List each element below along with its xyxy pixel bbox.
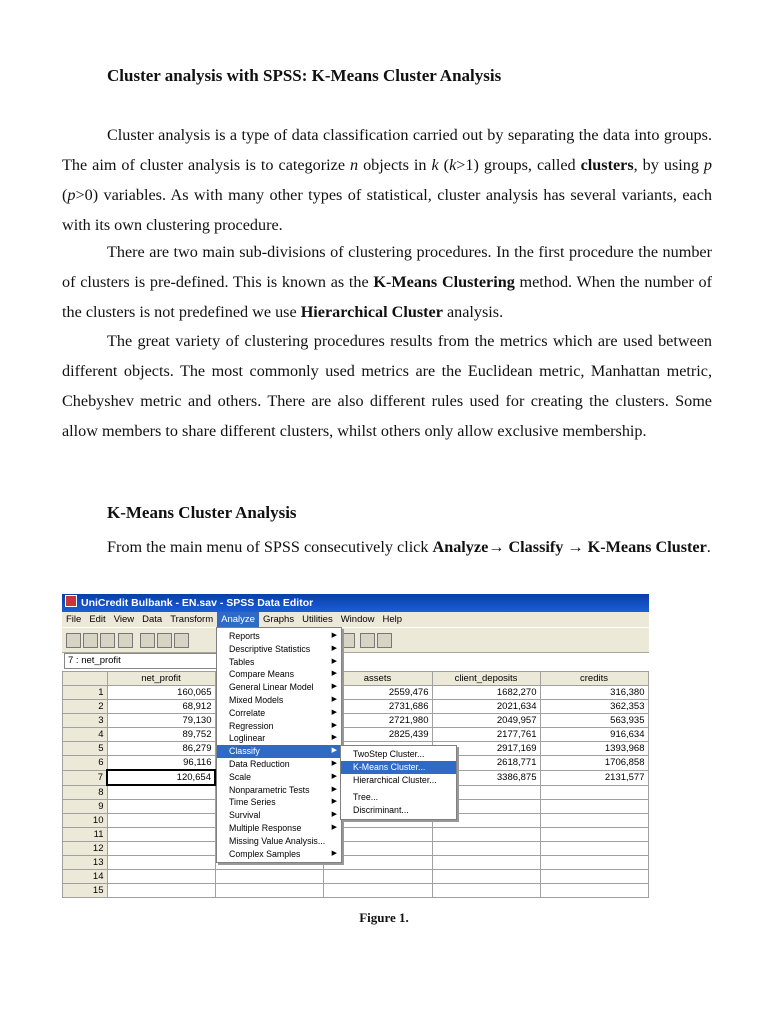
data-cell[interactable]: 120,654 [107, 770, 215, 785]
menu-item-regression[interactable] [217, 720, 341, 733]
data-cell[interactable] [432, 856, 540, 870]
column-header[interactable]: credits [540, 672, 648, 686]
menu-item-label: Loglinear [229, 733, 266, 744]
table-row [63, 686, 649, 700]
menu-item-classify[interactable] [217, 745, 341, 758]
data-cell[interactable] [107, 870, 215, 884]
menu-utilities[interactable]: Utilities [302, 614, 333, 625]
data-cell[interactable] [540, 884, 648, 898]
data-cell[interactable] [215, 884, 323, 898]
submenu-arrow-icon: ▶ [331, 721, 337, 729]
submenu-arrow-icon: ▶ [331, 798, 337, 806]
submenu-arrow-icon: ▶ [331, 747, 337, 755]
row-header[interactable]: 11 [63, 828, 108, 842]
data-cell[interactable]: 2021,634 [432, 700, 540, 714]
open-icon[interactable] [66, 633, 81, 648]
data-cell[interactable] [432, 884, 540, 898]
data-cell[interactable]: 2917,169 [432, 742, 540, 756]
submenu-arrow-icon: ▶ [331, 759, 337, 767]
table-row [63, 700, 649, 714]
data-cell[interactable] [107, 785, 215, 800]
submenu-arrow-icon: ▶ [331, 657, 337, 665]
analyze-dropdown-menu [216, 627, 342, 863]
menu-item-label: Descriptive Statistics [229, 643, 311, 654]
spss-toolbar [62, 627, 649, 653]
menu-item-complex-samples[interactable] [217, 848, 341, 861]
use-sets-icon[interactable] [360, 633, 375, 648]
row-header[interactable]: 12 [63, 842, 108, 856]
data-cell[interactable]: 2731,686 [323, 700, 432, 714]
row-header[interactable]: 15 [63, 884, 108, 898]
submenu-arrow-icon: ▶ [331, 632, 337, 639]
menu-item-discriminant[interactable]: Discriminant... [353, 805, 409, 816]
table-row [63, 842, 649, 856]
data-cell[interactable]: 2049,957 [432, 714, 540, 728]
menu-item-label: Multiple Response [229, 822, 302, 833]
column-header[interactable]: net_profit [107, 672, 215, 686]
undo-icon[interactable] [140, 633, 155, 648]
menu-item-tables[interactable] [217, 656, 341, 669]
menu-data[interactable]: Data [142, 614, 163, 625]
goto-chart-icon[interactable] [174, 633, 189, 648]
data-cell[interactable]: 2618,771 [432, 756, 540, 771]
table-row [63, 728, 649, 742]
paragraph-intro: Cluster analysis is a type of data classification carried out by separating the data into groups. The aim of cluster analysis is to categorize n objects in k (k>1) groups, called clusters, by using p (p>0) variables. As with many other types of statistical, cluster analysis has several variants, each with its own clustering procedure. [62, 126, 713, 234]
menu-item-loglinear[interactable] [217, 732, 341, 745]
menu-item-label: Complex Samples [229, 848, 301, 859]
menu-analyze[interactable]: Analyze [217, 612, 259, 627]
menu-window[interactable]: Window [340, 614, 375, 625]
table-row [63, 856, 649, 870]
menu-item-label: Mixed Models [229, 694, 284, 705]
row-header[interactable]: 7 [63, 770, 108, 785]
row-header[interactable]: 10 [63, 814, 108, 828]
data-cell[interactable]: 316,380 [540, 686, 648, 700]
data-cell[interactable]: 2721,980 [323, 714, 432, 728]
table-row [63, 884, 649, 898]
data-cell[interactable] [107, 842, 215, 856]
menu-item-label: Time Series [229, 797, 276, 808]
menu-file[interactable]: File [66, 614, 82, 625]
spss-window-title: UniCredit Bulbank - EN.sav - SPSS Data Editor [81, 597, 314, 609]
menu-item-label: Compare Means [229, 669, 295, 680]
table-row [63, 870, 649, 884]
data-cell[interactable]: 916,634 [540, 728, 648, 742]
data-cell[interactable] [540, 785, 648, 800]
data-cell[interactable]: 1706,858 [540, 756, 648, 771]
menu-item-label: General Linear Model [229, 682, 314, 693]
column-header[interactable]: assets [323, 672, 432, 686]
data-cell[interactable]: 79,130 [107, 714, 215, 728]
spss-menubar [62, 612, 649, 627]
row-header[interactable]: 6 [63, 756, 108, 771]
menu-help[interactable]: Help [382, 614, 403, 625]
menu-item-label: Reports [229, 631, 260, 641]
submenu-arrow-icon: ▶ [331, 849, 337, 857]
data-cell[interactable]: 2177,761 [432, 728, 540, 742]
data-cell[interactable]: 2825,439 [323, 728, 432, 742]
data-cell[interactable] [215, 870, 323, 884]
data-cell[interactable]: 362,353 [540, 700, 648, 714]
row-header[interactable]: 8 [63, 785, 108, 800]
spss-screenshot [62, 594, 649, 902]
data-cell[interactable] [323, 870, 432, 884]
data-cell[interactable]: 2131,577 [540, 770, 648, 785]
menu-item-label: Regression [229, 720, 274, 731]
data-cell[interactable] [107, 856, 215, 870]
corner-cell [63, 672, 108, 686]
menu-item-label: Nonparametric Tests [229, 784, 310, 795]
row-header[interactable]: 1 [63, 686, 108, 700]
data-cell[interactable]: 96,116 [107, 756, 215, 771]
menu-item-hierarchical-cluster[interactable]: Hierarchical Cluster... [353, 774, 437, 785]
data-cell[interactable]: 89,752 [107, 728, 215, 742]
data-cell[interactable]: 68,912 [107, 700, 215, 714]
menu-edit[interactable]: Edit [89, 614, 106, 625]
data-cell[interactable]: 1682,270 [432, 686, 540, 700]
table-row [63, 828, 649, 842]
menu-item-compare-means[interactable] [217, 668, 341, 681]
menu-item-reports[interactable] [217, 630, 341, 643]
column-header[interactable]: client_deposits [432, 672, 540, 686]
submenu-arrow-icon: ▶ [331, 772, 337, 780]
row-header[interactable]: 5 [63, 742, 108, 756]
menu-item-correlate[interactable] [217, 707, 341, 720]
spss-app-icon [65, 595, 77, 607]
menu-item-twostep-cluster[interactable]: TwoStep Cluster... [353, 749, 425, 759]
row-header[interactable]: 14 [63, 870, 108, 884]
menu-item-label: Scale [229, 771, 252, 782]
submenu-arrow-icon: ▶ [331, 670, 337, 678]
data-cell[interactable] [107, 828, 215, 842]
data-cell[interactable] [540, 828, 648, 842]
data-cell[interactable] [432, 828, 540, 842]
data-cell[interactable]: 86,279 [107, 742, 215, 756]
menu-item-general-linear-model[interactable] [217, 681, 341, 694]
submenu-arrow-icon: ▶ [331, 811, 337, 819]
submenu-arrow-icon: ▶ [331, 734, 337, 742]
row-header[interactable]: 3 [63, 714, 108, 728]
figure-caption: Figure 1. [359, 910, 409, 925]
document-title: Cluster analysis with SPSS: K-Means Cluster Analysis [107, 66, 502, 85]
menu-item-survival[interactable] [217, 809, 341, 822]
menu-transform[interactable]: Transform [170, 614, 214, 625]
menu-item-time-series[interactable] [217, 796, 341, 809]
data-cell[interactable] [432, 842, 540, 856]
row-header[interactable]: 9 [63, 800, 108, 814]
data-cell[interactable] [540, 856, 648, 870]
data-cell[interactable] [107, 814, 215, 828]
dialog-recall-icon[interactable] [118, 633, 133, 648]
submenu-arrow-icon: ▶ [331, 695, 337, 703]
submenu-arrow-icon: ▶ [331, 823, 337, 831]
menu-item-tree[interactable]: Tree... [353, 792, 379, 803]
classify-submenu [340, 745, 457, 820]
menu-item-k-means-cluster[interactable]: K-Means Cluster... [341, 761, 456, 774]
submenu-arrow-icon: ▶ [331, 785, 337, 793]
menu-item-missing-value-analysis[interactable] [217, 835, 341, 848]
data-cell[interactable]: 160,065 [107, 686, 215, 700]
menu-view[interactable]: View [113, 614, 135, 625]
paragraph-subdivisions: There are two main sub-divisions of clustering procedures. In the first procedure the number of clusters is pre-defined. This is known as the K-Means Clustering method. When the number of the clusters is not predefined we use Hierarchical Cluster analysis. [62, 243, 713, 321]
data-cell[interactable] [107, 800, 215, 814]
menu-item-label: Classify [229, 746, 260, 757]
data-cell[interactable] [432, 870, 540, 884]
data-cell[interactable] [540, 814, 648, 828]
menu-item-mixed-models[interactable] [217, 694, 341, 707]
data-cell[interactable] [323, 884, 432, 898]
redo-icon[interactable] [157, 633, 172, 648]
menu-item-label: Correlate [229, 707, 266, 718]
table-row [63, 714, 649, 728]
menu-item-scale[interactable] [217, 771, 341, 784]
data-cell[interactable]: 563,935 [540, 714, 648, 728]
data-cell[interactable] [540, 842, 648, 856]
paragraph-metrics: The great variety of clustering procedures results from the metrics which are used between different objects. The most commonly used metrics are the Euclidean metric, Manhattan metric, Chebyshev metric and others. There are also different rules used for creating the clusters. Some allow members to share different clusters, whilst others only allow exclusive membership. [62, 332, 712, 440]
data-cell[interactable]: 1393,968 [540, 742, 648, 756]
menu-item-data-reduction[interactable] [217, 758, 341, 771]
menu-item-label: Data Reduction [229, 758, 290, 769]
data-cell[interactable] [107, 884, 215, 898]
row-header[interactable]: 4 [63, 728, 108, 742]
data-cell[interactable] [540, 870, 648, 884]
menu-graphs[interactable]: Graphs [262, 614, 295, 625]
menu-item-nonparametric-tests[interactable] [217, 784, 341, 797]
data-cell[interactable]: 3386,875 [432, 770, 540, 785]
cell-reference: 7 : net_profit [64, 653, 219, 669]
submenu-arrow-icon: ▶ [331, 644, 337, 652]
spss-title-bar [62, 594, 649, 612]
submenu-arrow-icon: ▶ [331, 708, 337, 716]
row-header[interactable]: 13 [63, 856, 108, 870]
menu-item-label: Tables [229, 656, 255, 667]
value-labels-icon[interactable] [340, 633, 355, 648]
paragraph-instructions: From the main menu of SPSS consecutively click Analyze→ Classify → K-Means Cluster. [107, 538, 711, 556]
data-cell[interactable] [540, 800, 648, 814]
menu-item-label: Survival [229, 810, 261, 821]
section-heading: K-Means Cluster Analysis [107, 503, 297, 522]
menu-item-multiple-response[interactable] [217, 822, 341, 835]
menu-item-descriptive-statistics[interactable] [217, 643, 341, 656]
menu-item-label: Missing Value Analysis... [229, 835, 326, 846]
data-cell[interactable]: 2559,476 [323, 686, 432, 700]
save-icon[interactable] [83, 633, 98, 648]
print-icon[interactable] [100, 633, 115, 648]
submenu-arrow-icon: ▶ [331, 683, 337, 691]
row-header[interactable]: 2 [63, 700, 108, 714]
show-all-variables-icon[interactable] [377, 633, 392, 648]
